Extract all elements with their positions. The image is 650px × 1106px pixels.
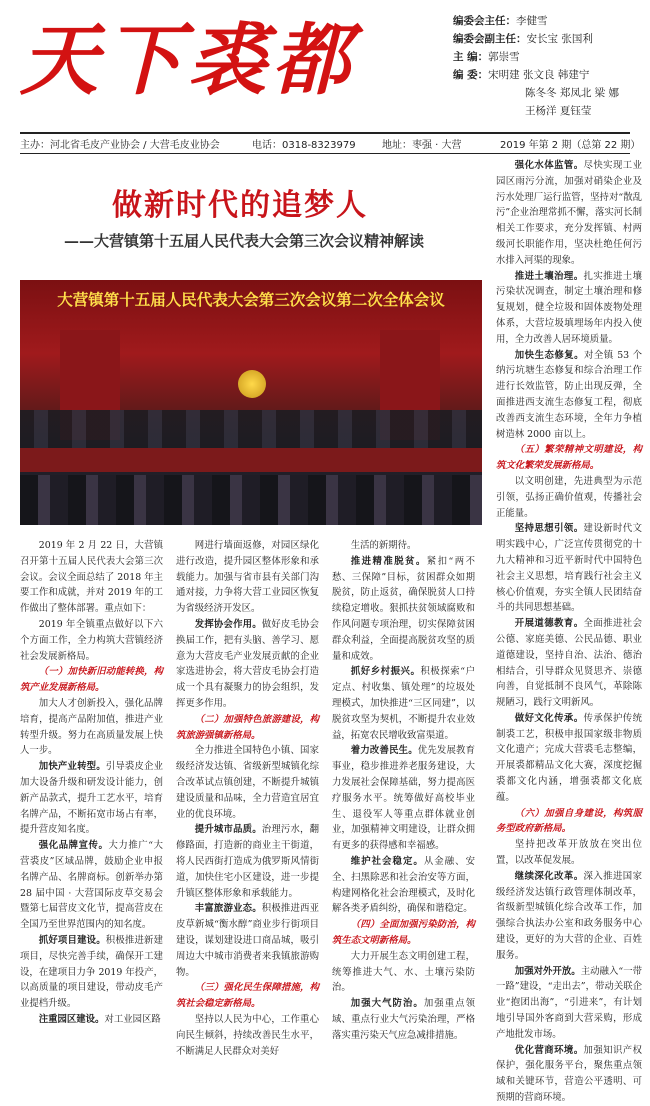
section-heading: （四）全面加强污染防治，构筑生态文明新格局。 — [332, 919, 475, 946]
paragraph-lead: 加快产业转型。 — [38, 761, 106, 773]
paragraph-text: 积极推进西亚皮草新城“衡水醇”商业步行街项目建设，谋划建设进口商品城，吸引周边大中城市消费者来我镇旅游购物。 — [176, 903, 319, 978]
paragraph-text: 紧扣“两不愁、三保障”目标，贫困群众如期脱贫，防止返贫，确保脱贫人口持续稳定增收。狠抓扶贫领域腐败和作风问题专项治理，切实保障贫困群众利益，全面提高脱贫攻坚的质量和成效。 — [332, 555, 475, 662]
paragraph — [332, 554, 475, 665]
section-heading: （五）繁荣精神文明建设，构筑文化繁荣发展新格局。 — [496, 444, 642, 472]
paragraph-lead: 发挥协会作用。 — [194, 618, 262, 630]
paragraph-lead: 坚持思想引领。 — [514, 523, 584, 535]
editor-names: 李健雪 — [516, 15, 548, 27]
paragraph-lead: 继续深化改革。 — [514, 870, 584, 882]
paragraph-text: 加大人才创新投入，强化品牌培育，提高产品附加值，推进产业转型升级。努力在高质量发展上快人一步。 — [20, 697, 163, 757]
paragraph-lead: 注重园区建设。 — [38, 1013, 105, 1025]
podium-table — [20, 448, 482, 472]
paragraph — [496, 521, 642, 616]
paragraph — [332, 949, 475, 996]
paragraph-lead: 加强对外开放。 — [514, 965, 581, 977]
paragraph — [332, 664, 475, 743]
right-column — [496, 158, 642, 1104]
column-2 — [176, 538, 319, 1057]
paragraph-text: 全面推进社会公德、家庭美德、公民品德、职业道德建设，坚持自治、法治、德治相结合，引导群众见贤思齐、崇德向善，自觉抵制不良风气，革除陈规陋习，践行文明新风。 — [496, 618, 642, 709]
editor-names: 安长宝 张国利 — [526, 33, 593, 45]
info-bar — [20, 136, 641, 152]
paragraph-lead: 着力改善民生。 — [350, 745, 418, 757]
masthead — [20, 6, 440, 126]
paragraph-lead: 抓好乡村振兴。 — [350, 666, 421, 678]
subheadline: ——大营镇第十五届人民代表大会第三次会议精神解读 — [63, 232, 424, 250]
paragraph — [496, 269, 642, 348]
paragraph — [20, 696, 163, 759]
paragraph-text: 加强知识产权保护，强化服务平台，聚焦重点领域和关键环节，营造公平透明、可预期的营商环境。 — [496, 1044, 642, 1104]
editor-row — [453, 48, 643, 66]
paragraph — [176, 1012, 319, 1059]
paragraph-text: 生活的新期待。 — [350, 540, 417, 551]
masthead-title: 天下裘都 — [20, 15, 357, 106]
paragraph — [496, 869, 642, 964]
paragraph-text: 引导裘皮企业加大设备升级和研发设计能力，创新产品款式，提升工艺水平，培育名牌产品，不断拓宽市场占有率，提升营皮知名度。 — [20, 761, 163, 836]
paragraph-lead: 强化水体监管。 — [514, 160, 584, 171]
paragraph-text: 网进行墙面返修，对园区绿化进行改造，提升园区整体形象和承载能力。加强与省市县有关部门沟通对接，力争将大营工业园区恢复为省级经济开发区。 — [176, 540, 319, 615]
editorial-board — [453, 12, 643, 120]
paragraph — [496, 711, 642, 806]
paragraph-text: 对工业园区路 — [104, 1013, 161, 1025]
paragraph-text: 主动融入“一带一路”建设，“走出去”，带动关联企业“抱团出海”，“引进来”，有计划地引导国外客商到大营采购，形成产地批发市场。 — [496, 965, 642, 1040]
paragraph — [496, 964, 642, 1043]
editor-row — [453, 102, 643, 120]
paragraph-lead: 抓好项目建设。 — [38, 934, 106, 946]
meeting-photo — [20, 280, 482, 525]
paragraph-text: 从金融、安全、扫黑除恶和社会治安等方面，构建网格化社会治理模式，及时化解各类矛盾纠纷，确保和谐稳定。 — [332, 855, 475, 915]
paragraph-text: 大力推广“大营裘皮”区域品牌，鼓励企业申报名牌产品、名牌商标。创新举办第 28 届中国 · 大营国际皮草交易会暨第七届营皮文化节，提高营皮在全国乃至世界范围内的知名度。 — [20, 840, 163, 931]
address: 地址：枣强 · 大营 — [382, 140, 462, 151]
paragraph-lead: 推进土壤治理。 — [514, 270, 584, 282]
editor-label: 编委会主任： — [453, 15, 516, 27]
top-rule — [20, 132, 630, 134]
paragraph-text: 传承保护传统制裘工艺，积极申报国家级非物质文化遗产；完成大营裘毛志整编，开展裘都精品文化大赛，深度挖掘裘都文化内涵，增强裘都文化底蕴。 — [496, 712, 642, 803]
column-1 — [20, 538, 163, 1025]
sponsor: 主办：河北省毛皮产业协会 / 大营毛皮业协会 — [20, 140, 220, 151]
paragraph-text: 2019 年全镇重点做好以下六个方面工作，全力构筑大营镇经济社会发展新格局。 — [20, 618, 163, 662]
section-heading: （三）强化民生保障措施，构筑社会稳定新格局。 — [176, 982, 319, 1010]
editor-row — [453, 66, 643, 84]
photo-banner: 大营镇第十五届人民代表大会第三次会议第二次全体会议 — [57, 291, 445, 309]
paragraph — [20, 838, 163, 933]
paragraph — [332, 854, 475, 917]
paragraph-text: 以文明创建，先进典型为示范引领，弘扬正确价值观，传播社会正能量。 — [496, 475, 642, 519]
paragraph — [176, 901, 319, 980]
paragraph-lead: 推进精准脱贫。 — [350, 555, 427, 567]
paragraph — [176, 822, 319, 901]
paragraph-text: 深入推进国家级经济发达镇行政管理体制改革，省级新型城镇化综合改革工作，加强综合执法办公室和政务服务中心建设，更好的为大营的企业、百姓服务。 — [496, 870, 642, 961]
paragraph — [176, 743, 319, 822]
paragraph-text: 做好皮毛协会换届工作，把有头脑、善学习、愿意为大营皮毛产业发展贡献的企业家选进协会，将大营皮毛协会打造成一个具有凝聚力的协会组织，发挥更多作用。 — [176, 618, 319, 709]
paragraph-text: 坚持把改革开放放在突出位置，以改革促发展。 — [496, 839, 642, 867]
paragraph — [332, 996, 475, 1043]
paragraph-text: 积极探索“户定点、村收集、镇处理”的垃圾处理模式，加快推进“三区同建”，以脱贫攻坚为契机，不断提升农业效益，拓宽农民增收致富渠道。 — [332, 666, 475, 741]
section-heading: （二）加强特色旅游建设，构筑旅游强镇新格局。 — [176, 713, 319, 741]
paragraph — [496, 348, 642, 443]
editor-label: 编委会副主任： — [453, 33, 527, 45]
bottom-rule — [20, 153, 630, 154]
paragraph — [496, 474, 642, 521]
paragraph-text: 扎实推进土壤污染状况调查，制定土壤治理和修复规划，健全垃圾和固体废物处理体系，大营垃圾填埋场年内投入使用，全力改善人居环境质量。 — [496, 270, 642, 345]
editor-names: 王杨洋 夏钰莹 — [525, 105, 592, 117]
paragraph — [20, 617, 163, 664]
paragraph-text: 对全镇 53 个纳污坑塘生态修复和综合治理工作进行长效监管，防止出现反弹，全面推进西支流生态修复工程，彻底改善西支流生态环境，全年力争植树造林 2000 亩以上。 — [496, 349, 642, 440]
editor-label: 编 委： — [453, 69, 489, 81]
paragraph — [496, 158, 642, 269]
column-3 — [332, 538, 475, 1041]
paragraph-text: 尽快实现工业园区雨污分流，加强对硝染企业及污水处理厂运行监管，坚持对“散乱污”企业治理常抓不懈，落实河长制相关工作要求，充分发挥镇、村两级河长职能作用，坚决杜绝任何污水排入河渠的现象。 — [496, 160, 642, 266]
paragraph-text: 建设新时代文明实践中心，广泛宣传贯彻党的十九大精神和习近平新时代中国特色社会主义思想，培育践行社会主义核心价值观，夯实全镇人民团结奋斗的共同思想基础。 — [496, 523, 642, 614]
paragraph — [176, 617, 319, 712]
editor-names: 宋明建 张文良 韩建宁 — [488, 69, 590, 81]
section-heading: （六）加强自身建设，构筑服务型政府新格局。 — [496, 807, 642, 835]
paragraph-text: 全力推进全国特色小镇、国家级经济发达镇、省级新型城镇化综合改革试点镇创建，不断提升城镇建设质量和品味，全力营造宜居宜业的优良环境。 — [176, 745, 319, 820]
section-heading: （一）加快新旧动能转换，构筑产业发展新格局。 — [20, 666, 163, 694]
headline: 做新时代的追梦人 — [112, 188, 368, 223]
paragraph-text: 坚持以人民为中心，工作重心向民生倾斜，持续改善民生水平，不断满足人民群众对美好 — [176, 1013, 319, 1057]
paragraph-lead: 加快生态修复。 — [514, 349, 585, 361]
paragraph-lead: 提升城市品质。 — [194, 824, 262, 836]
national-emblem-icon — [238, 370, 266, 398]
paragraph-text: 2019 年 2 月 22 日，大营镇召开第十五届人民代表大会第三次会议。会议全面总结了 2018 年主要工作和成就，并对 2019 年的工作做出了整体部署。重点如下： — [20, 540, 163, 615]
paragraph — [176, 538, 319, 617]
editor-names: 陈冬冬 郑凤北 梁 娜 — [525, 87, 620, 99]
paragraph — [332, 538, 475, 554]
audience — [20, 475, 482, 525]
editor-row — [453, 30, 643, 48]
paragraph-lead: 强化品牌宣传。 — [38, 840, 109, 852]
editor-row — [453, 12, 643, 30]
phone: 电话：0318-8323979 — [252, 140, 356, 151]
paragraph-lead: 开展道德教育。 — [514, 618, 584, 630]
paragraph-text: 加强重点领域、重点行业大气污染治理，严格落实重污染天气应急减排措施。 — [332, 998, 475, 1041]
issue-number: 2019 年第 2 期（总第 22 期） — [500, 140, 641, 151]
paragraph-lead: 优化营商环境。 — [514, 1044, 584, 1056]
paragraph — [496, 1043, 642, 1106]
paragraph — [20, 538, 163, 617]
paragraph-lead: 丰富旅游业态。 — [194, 903, 262, 915]
paragraph — [496, 837, 642, 869]
paragraph-text: 优先发展教育事业，稳步推进养老服务建设，大力发展社会保障基础，努力提高医疗服务水平。统筹做好高校毕业生、退役军人等重点群体就业创业，加强精神文明建设，让群众拥有更多的获得感和幸福感。 — [332, 745, 475, 852]
paragraph — [20, 759, 163, 838]
editor-names: 郭崇雪 — [488, 51, 520, 63]
paragraph-text: 积极推进新建项目，尽快完善手续，确保开工建设，在建项目力争 2019 年投产，以高质量的项目建设，带动皮毛产业提档升级。 — [20, 934, 163, 1010]
paragraph-lead: 做好文化传承。 — [514, 712, 584, 724]
paragraph — [20, 933, 163, 1012]
editor-row — [453, 84, 643, 102]
paragraph-lead: 加强大气防治。 — [350, 998, 424, 1010]
paragraph — [496, 616, 642, 711]
paragraph — [20, 1012, 163, 1028]
paragraph — [332, 743, 475, 854]
paragraph-lead: 维护社会稳定。 — [350, 855, 424, 867]
editor-label: 主 编： — [453, 51, 489, 63]
paragraph-text: 治理污水，翻修路面，打造新的商业主干街道，将人民西街打造成为俄罗斯风情街道，加快住宅小区建设，进一步提升镇区整体形象和承载能力。 — [176, 824, 319, 899]
paragraph-text: 大力开展生态文明创建工程，统筹推进大气、水、土壤污染防治。 — [332, 950, 475, 994]
